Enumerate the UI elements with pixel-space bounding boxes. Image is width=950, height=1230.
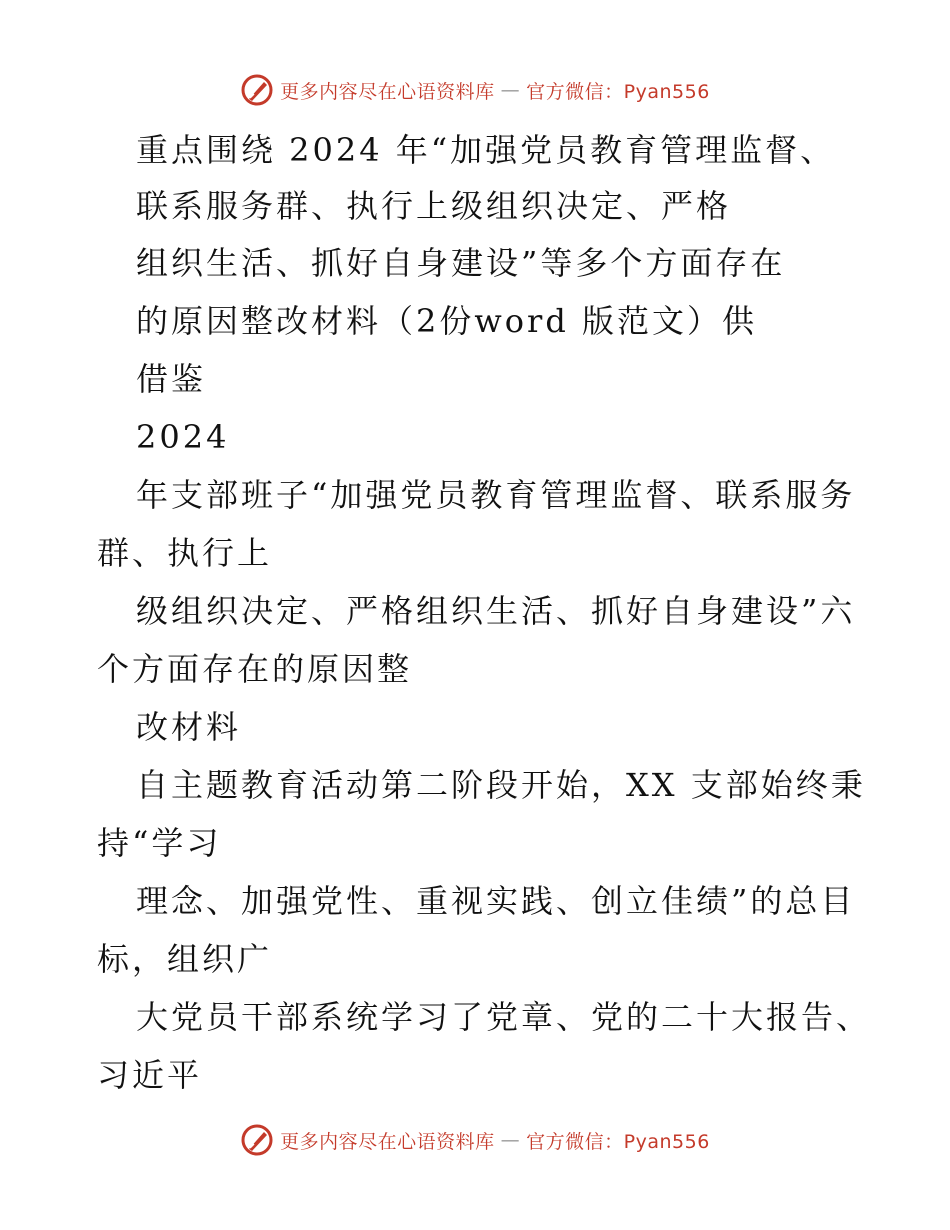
quill-logo-icon bbox=[240, 73, 274, 107]
quill-logo-icon bbox=[240, 1123, 274, 1157]
text-line: 持“学习 bbox=[97, 824, 222, 862]
text-line: 2024 bbox=[136, 418, 230, 456]
watermark-wechat: 官方微信：Pyan556 bbox=[526, 80, 710, 103]
text-line: 群、执行上 bbox=[97, 534, 273, 572]
text-line: 自主题教育活动第二阶段开始，XX 支部始终秉 bbox=[136, 766, 866, 804]
text-line: 个方面存在的原因整 bbox=[97, 650, 413, 688]
text-line: 借鉴 bbox=[136, 360, 207, 398]
watermark-text: 更多内容尽在心语资料库 bbox=[280, 1130, 495, 1153]
text-line: 理念、加强党性、重视实践、创立佳绩”的总目 bbox=[136, 882, 856, 920]
text-line: 联系服务群、执行上级组织决定、严格 bbox=[136, 187, 732, 225]
watermark-separator: — bbox=[500, 79, 521, 101]
text-line: 习近平 bbox=[97, 1056, 203, 1094]
watermark-separator: — bbox=[500, 1129, 521, 1151]
text-line: 的原因整改材料（2份word 版范文）供 bbox=[136, 302, 757, 340]
text-line: 标，组织广 bbox=[97, 940, 273, 978]
text-line: 大党员干部系统学习了党章、党的二十大报告、 bbox=[136, 998, 872, 1036]
header-watermark bbox=[0, 73, 950, 107]
text-line: 改材料 bbox=[136, 708, 242, 746]
text-line: 重点围绕 2024 年“加强党员教育管理监督、 bbox=[136, 131, 836, 169]
watermark-text: 更多内容尽在心语资料库 bbox=[280, 80, 495, 103]
text-line: 级组织决定、严格组织生活、抓好自身建设”六 bbox=[136, 592, 856, 630]
text-line: 组织生活、抓好自身建设”等多个方面存在 bbox=[136, 244, 786, 282]
watermark-wechat: 官方微信：Pyan556 bbox=[526, 1130, 710, 1153]
footer-watermark bbox=[0, 1123, 950, 1157]
text-line: 年支部班子“加强党员教育管理监督、联系服务 bbox=[136, 476, 856, 514]
